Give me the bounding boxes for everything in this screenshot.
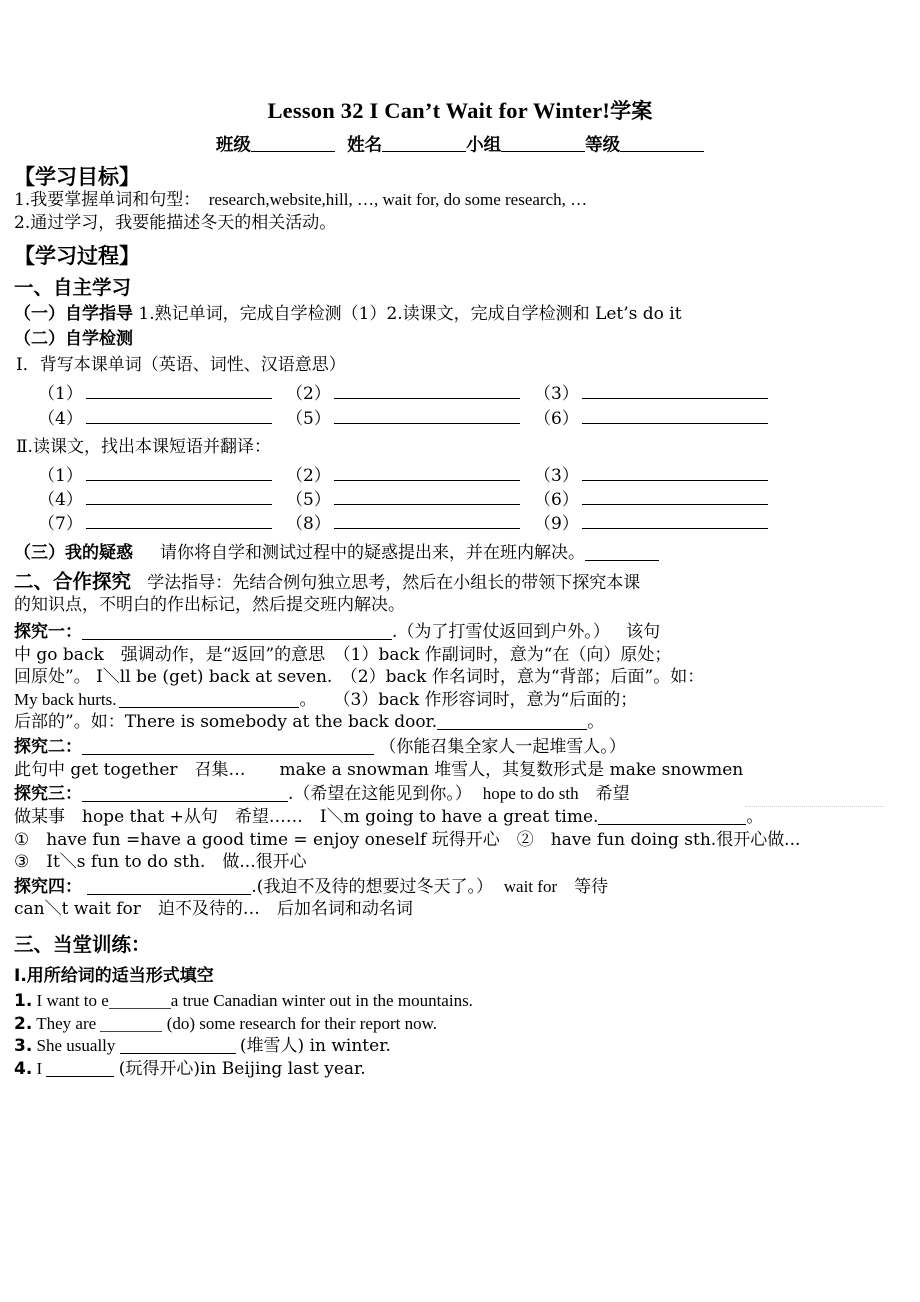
section-2-heading-row <box>14 569 920 595</box>
inquiry-4-row <box>14 876 920 899</box>
blank-line[interactable] <box>86 406 272 424</box>
blank-label: （5） <box>286 408 331 429</box>
student-meta-row <box>0 135 920 155</box>
inquiry-1-row <box>14 621 920 644</box>
blank-line[interactable] <box>334 511 520 529</box>
blank-label: （7） <box>38 514 83 535</box>
inquiry-1-line-4 <box>14 689 920 712</box>
inquiry-1-line-2: 中 go back 强调动作，是“返回”的意思 （1）back 作副词时，意为“在（向）原处； <box>14 644 672 665</box>
exercise-blank[interactable] <box>109 991 171 1009</box>
inquiry-3-note-1: ① have fun =have a good time = enjoy oneself 玩得开心 ② have fun doing sth.很开心做... <box>14 829 801 850</box>
exercise-blank[interactable] <box>100 1014 162 1032</box>
exercise-item <box>0 1013 920 1036</box>
blank-item[interactable] <box>534 406 782 430</box>
exercise-text-after: a true Canadian winter out in the mountains. <box>170 990 473 1010</box>
exercise-number: 1. <box>14 990 33 1011</box>
blank-item[interactable] <box>286 463 534 487</box>
task-1-heading: Ⅰ．背写本课单词（英语、词性、汉语意思） <box>16 355 346 376</box>
grade-blank[interactable] <box>620 135 704 153</box>
section-3-sub-heading: Ⅰ.用所给词的适当形式填空 <box>14 965 214 986</box>
exercise-text-after: (玩得开心)in Beijing last year. <box>118 1058 366 1079</box>
blank-item[interactable] <box>38 511 286 535</box>
exercise-blank[interactable] <box>120 1036 236 1054</box>
blank-item[interactable] <box>286 406 534 430</box>
blank-item[interactable] <box>534 381 782 405</box>
class-label: 班级 <box>215 135 251 156</box>
objective-1-words: research,website,hill, …, wait for, do some research, … <box>208 190 588 210</box>
inquiry-1-example-2-blank[interactable] <box>437 712 587 730</box>
exercise-number: 2. <box>14 1013 33 1034</box>
blank-item[interactable] <box>38 406 286 430</box>
blank-label: （1） <box>38 384 83 405</box>
inquiry-4-label: 探究四： <box>14 876 82 897</box>
blank-label: （5） <box>286 490 331 511</box>
inquiry-4-blank[interactable] <box>87 877 251 895</box>
inquiry-2-blank[interactable] <box>82 737 374 755</box>
blank-item[interactable] <box>286 487 534 511</box>
task-2-heading: Ⅱ.读课文，找出本课短语并翻译： <box>16 436 271 457</box>
group-blank[interactable] <box>501 135 585 153</box>
grade-label: 等级 <box>585 135 621 156</box>
blank-item[interactable] <box>286 381 534 405</box>
name-blank[interactable] <box>382 135 466 153</box>
self-study-guide-text: 1.熟记单词，完成自学检测（1）2.读课文，完成自学检测和 Let’s do it <box>138 304 682 325</box>
blank-label: （6） <box>534 490 579 511</box>
blank-item[interactable] <box>38 463 286 487</box>
exercise-text-before: She usually <box>36 1036 116 1056</box>
blank-line[interactable] <box>334 381 520 399</box>
self-study-check-label: （二）自学检测 <box>14 328 133 349</box>
inquiry-2-row <box>14 736 920 759</box>
blank-line[interactable] <box>86 381 272 399</box>
blank-label: （6） <box>534 408 579 429</box>
blank-label: （1） <box>38 465 83 486</box>
blank-label: （4） <box>38 408 83 429</box>
page-title-english: Lesson 32 I Can’t Wait for Winter! <box>267 98 611 123</box>
blank-line[interactable] <box>582 487 768 505</box>
inquiry-2-label: 探究二： <box>14 737 82 758</box>
inquiry-1-example-1-blank[interactable] <box>119 690 299 708</box>
inquiry-1-line-5 <box>14 711 920 734</box>
inquiry-1-example-2: 后部的”。如：There is somebody at the back door. <box>14 712 438 733</box>
blank-item[interactable] <box>38 381 286 405</box>
exercise-text-before: They are <box>36 1013 97 1033</box>
my-doubts-text: 请你将自学和测试过程中的疑惑提出来，并在班内解决。 <box>160 542 586 563</box>
section-2-method-text-2: 的知识点，不明白的作出标记，然后提交班内解决。 <box>14 595 405 616</box>
page-title-chinese: 学案 <box>610 99 653 123</box>
class-blank[interactable] <box>251 135 335 153</box>
blank-line[interactable] <box>86 487 272 505</box>
blank-label: （3） <box>534 384 579 405</box>
group-label: 小组 <box>466 135 502 156</box>
blank-line[interactable] <box>582 381 768 399</box>
exercise-item <box>0 1035 920 1058</box>
inquiry-3-tail: hope to do sth 希望 <box>482 784 630 804</box>
page-title <box>0 0 920 123</box>
exercise-text-before: I <box>36 1058 43 1078</box>
blank-item[interactable] <box>534 511 782 535</box>
blank-label: （2） <box>286 384 331 405</box>
inquiry-1-translation: .（为了打雪仗返回到户外。） <box>392 622 610 643</box>
blank-item[interactable] <box>534 463 782 487</box>
inquiry-4-translation: .(我迫不及待的想要过冬天了。） <box>251 876 493 897</box>
exercise-number: 3. <box>14 1036 33 1057</box>
inquiry-1-line5-tail: 。 <box>587 712 605 733</box>
inquiry-4-tail: wait for 等待 <box>503 876 609 896</box>
blank-label: （8） <box>286 514 331 535</box>
inquiry-3-line2-text: 做某事 hope that +从句 希望…… I＼m going to have a great time. <box>14 806 599 827</box>
inquiry-1-line-3: 回原处”。 I＼ll be (get) back at seven. （2）back 作名词时，意为“背部；后面”。如： <box>14 667 705 688</box>
name-label: 姓名 <box>347 135 383 156</box>
inquiry-1-line1-tail: 该句 <box>626 622 661 643</box>
blank-line[interactable] <box>334 406 520 424</box>
exercise-text-after: (堆雪人) in winter. <box>239 1036 391 1057</box>
self-study-guide-label: （一）自学指导 <box>14 304 133 325</box>
exercise-blank[interactable] <box>46 1059 114 1077</box>
blank-item[interactable] <box>534 487 782 511</box>
blank-line[interactable] <box>582 463 768 481</box>
self-study-guide-row <box>14 303 920 326</box>
blank-label: （4） <box>38 490 83 511</box>
section-2-heading: 二、合作探究 <box>14 569 132 593</box>
exercise-number: 4. <box>14 1058 33 1079</box>
objective-item-1 <box>14 189 920 212</box>
inquiry-3-note-2: ③ It＼s fun to do sth. 做...很开心 <box>14 852 307 873</box>
learning-objectives-heading: 【学习目标】 <box>14 164 140 189</box>
blank-line[interactable] <box>582 406 768 424</box>
blank-line[interactable] <box>334 487 520 505</box>
my-doubts-row <box>14 542 920 565</box>
learning-process-heading: 【学习过程】 <box>14 244 140 269</box>
inquiry-3-line2-blank[interactable] <box>598 807 746 825</box>
inquiry-1-label: 探究一： <box>14 622 82 643</box>
objective-1-text: 1.我要掌握单词和句型： <box>14 190 201 211</box>
exercise-item <box>0 990 920 1013</box>
task-2-blank-row <box>14 463 920 487</box>
task-2-blank-row <box>14 487 920 511</box>
my-doubts-label: （三）我的疑惑 <box>14 542 133 563</box>
inquiry-1-line4-tail: 。 （3）back 作形容词时，意为“后面的； <box>299 689 638 710</box>
blank-label: （3） <box>534 465 579 486</box>
inquiry-3-label: 探究三： <box>14 784 82 805</box>
exercise-text-before: I want to e <box>36 990 109 1010</box>
my-doubts-blank[interactable] <box>585 543 659 561</box>
blank-line[interactable] <box>582 511 768 529</box>
inquiry-3-blank[interactable] <box>82 784 288 802</box>
section-2-method-text: 学法指导：先结合例句独立思考，然后在小组长的带领下探究本课 <box>147 572 641 593</box>
inquiry-1-blank[interactable] <box>82 622 392 640</box>
blank-label: （9） <box>534 514 579 535</box>
task-2-blank-row <box>14 511 920 535</box>
inquiry-3-row <box>14 783 920 806</box>
exercise-item <box>0 1058 920 1081</box>
blank-item[interactable] <box>38 487 286 511</box>
inquiry-3-line-2 <box>14 806 920 829</box>
exercise-text-after: (do) some research for their report now. <box>166 1013 438 1033</box>
inquiry-2-translation: （你能召集全家人一起堆雪人。） <box>379 737 626 758</box>
section-1-heading: 一、自主学习 <box>14 275 132 299</box>
inquiry-3-translation: .（希望在这能见到你。） <box>288 784 472 805</box>
scan-artifact-line <box>745 806 885 807</box>
inquiry-3-line2-tail: 。 <box>746 806 764 827</box>
blank-line[interactable] <box>334 463 520 481</box>
blank-line[interactable] <box>86 511 272 529</box>
blank-line[interactable] <box>86 463 272 481</box>
blank-label: （2） <box>286 465 331 486</box>
task-1-blank-row <box>14 381 920 405</box>
objective-item-2: 2.通过学习，我要能描述冬天的相关活动。 <box>14 212 337 233</box>
task-1-blank-row <box>14 406 920 430</box>
blank-item[interactable] <box>286 511 534 535</box>
inquiry-4-line-2: can＼t wait for 迫不及待的… 后加名词和动名词 <box>14 899 413 920</box>
section-3-heading: 三、当堂训练： <box>14 932 151 956</box>
inquiry-2-note: 此句中 get together 召集… make a snowman 堆雪人，其复数形式是 make snowmen <box>14 759 744 780</box>
inquiry-1-example-1: My back hurts. <box>14 689 117 709</box>
